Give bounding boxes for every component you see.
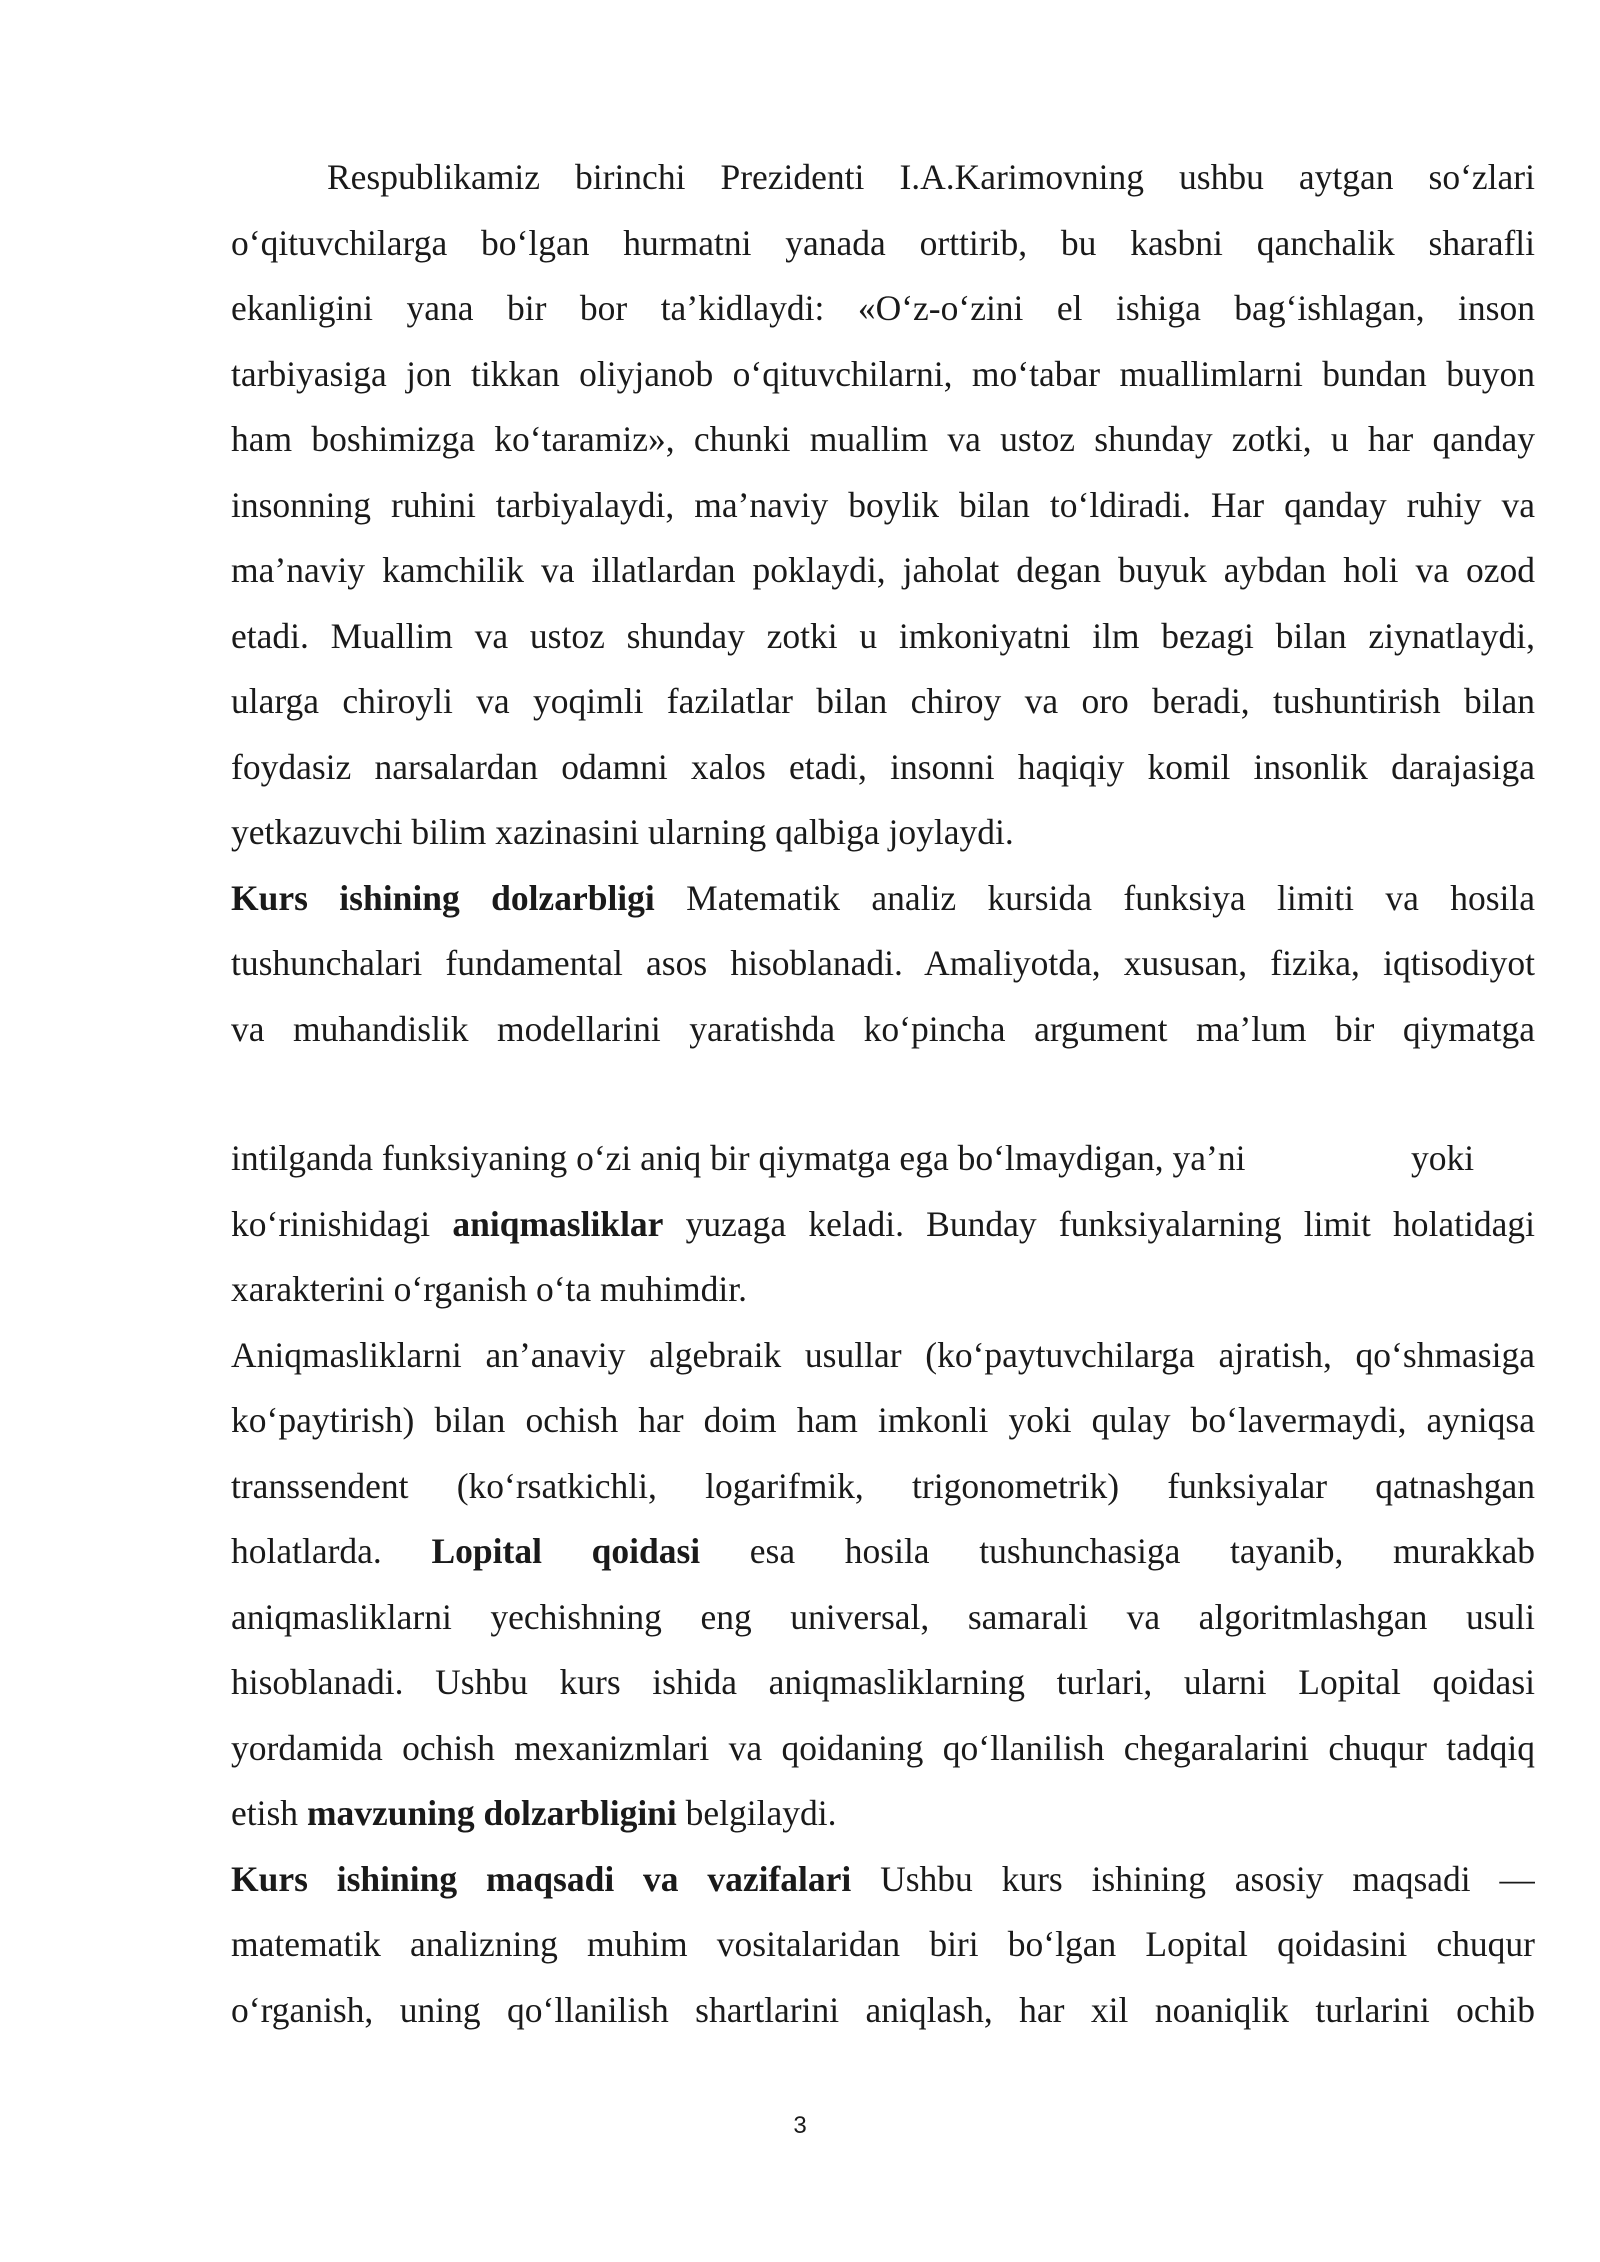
text-line xyxy=(231,1192,1535,1258)
bold-term: Lopital qoidasi xyxy=(431,1531,701,1571)
text-line xyxy=(231,1781,1535,1847)
text-line xyxy=(231,1847,1535,1913)
section-heading-goals: Kurs ishining maqsadi va vazifalari xyxy=(231,1858,852,1899)
bold-term: mavzuning dolzarbligini xyxy=(306,1793,677,1833)
text-line: ko‘paytirish) bilan ochish har doim ham imkonli yoki qulay bo‘lavermaydi, ayniqsa xyxy=(231,1400,1535,1440)
text-span: yoki xyxy=(1411,1138,1475,1178)
text-line: ularga chiroyli va yoqimli fazilatlar bilan chiroy va oro beradi, tushuntirish bilan xyxy=(231,681,1535,721)
text-span: belgilaydi. xyxy=(676,1793,837,1833)
paragraph-intro xyxy=(231,145,1535,866)
text-line: Respublikamiz birinchi Prezidenti I.A.Karimovning ushbu aytgan so‘zlari xyxy=(327,157,1535,197)
text-line: tarbiyasiga jon tikkan oliyjanob o‘qituvchilarni, mo‘tabar muallimlarni bundan buyon xyxy=(231,353,1535,394)
text-line: yordamida ochish mexanizmlari va qoidaning qo‘llanilish chegaralarini chuqur tadqiq xyxy=(231,1727,1535,1768)
text-line: ham boshimizga ko‘taramiz», chunki muallim va ustoz shunday zotki, u har qanday xyxy=(231,419,1535,459)
text-line: matematik analizning muhim vositalaridan biri bo‘lgan Lopital qoidasini chuqur xyxy=(231,1924,1535,1964)
text-line: xarakterini o‘rganish o‘ta muhimdir. xyxy=(231,1269,747,1309)
text-line: aniqmasliklarni yechishning eng universal, samarali va algoritmlashgan usuli xyxy=(231,1596,1535,1637)
text-span: esa hosila tushunchasiga tayanib, murakkab xyxy=(700,1531,1535,1571)
text-line: o‘qituvchilarga bo‘lgan hurmatni yanada orttirib, bu kasbni qanchalik sharafli xyxy=(231,222,1535,263)
text-span: Matematik analiz kursida funksiya limiti va hosila xyxy=(654,877,1535,918)
text-line: ma’naviy kamchilik va illatlardan poklaydi, jaholat degan buyuk aybdan holi va ozod xyxy=(231,550,1535,590)
bold-term: aniqmasliklar xyxy=(452,1203,664,1244)
text-line: ekanligini yana bir bor ta’kidlaydi: «O‘z-o‘zini el ishiga bag‘ishlagan, inson xyxy=(231,288,1535,328)
section-goals xyxy=(231,1847,1535,2044)
text-line: insonning ruhini tarbiyalaydi, ma’naviy boylik bilan to‘ldiradi. Har qanday ruhiy va xyxy=(231,484,1535,525)
text-span: holatlarda. xyxy=(231,1531,432,1571)
paragraph-methods xyxy=(231,1323,1535,1847)
text-span: ko‘rinishidagi xyxy=(231,1203,453,1244)
text-line: transsendent (ko‘rsatkichli, logarifmik, trigonometrik) funksiyalar qatnashgan xyxy=(231,1465,1535,1506)
page-body xyxy=(231,145,1535,2043)
text-line xyxy=(231,1519,1535,1585)
text-line: va muhandislik modellarini yaratishda ko‘pincha argument ma’lum bir qiymatga xyxy=(231,1008,1535,1049)
section-relevance xyxy=(231,866,1535,1323)
text-span: etish xyxy=(231,1793,307,1833)
text-span: intilganda funksiyaning o‘zi aniq bir qiymatga ega bo‘lmaydigan, ya’ni xyxy=(231,1138,1246,1178)
text-line: etadi. Muallim va ustoz shunday zotki u imkoniyatni ilm bezagi bilan ziynatlaydi, xyxy=(231,615,1535,656)
text-line: yetkazuvchi bilim xazinasini ularning qalbiga joylaydi. xyxy=(231,812,1014,852)
page-number: 3 xyxy=(793,2112,807,2139)
section-heading-relevance: Kurs ishining dolzarbligi xyxy=(231,877,655,918)
text-line: o‘rganish, uning qo‘llanilish shartlarini aniqlash, har xil noaniqlik turlarini ochib xyxy=(231,1989,1535,2030)
text-line xyxy=(231,866,1535,932)
text-line: hisoblanadi. Ushbu kurs ishida aniqmasliklarning turlari, ularni Lopital qoidasi xyxy=(231,1662,1535,1702)
text-line xyxy=(231,1126,1535,1192)
text-line: foydasiz narsalardan odamni xalos etadi, insonni haqiqiy komil insonlik darajasiga xyxy=(231,746,1535,787)
text-line: Aniqmasliklarni an’anaviy algebraik usullar (ko‘paytuvchilarga ajratish, qo‘shmasiga xyxy=(231,1334,1535,1375)
text-line: tushunchalari fundamental asos hisoblanadi. Amaliyotda, xususan, fizika, iqtisodiyot xyxy=(231,943,1535,983)
text-span: yuzaga keladi. Bunday funksiyalarning limit holatidagi xyxy=(663,1203,1535,1244)
text-span: Ushbu kurs ishining asosiy maqsadi — xyxy=(851,1858,1535,1899)
